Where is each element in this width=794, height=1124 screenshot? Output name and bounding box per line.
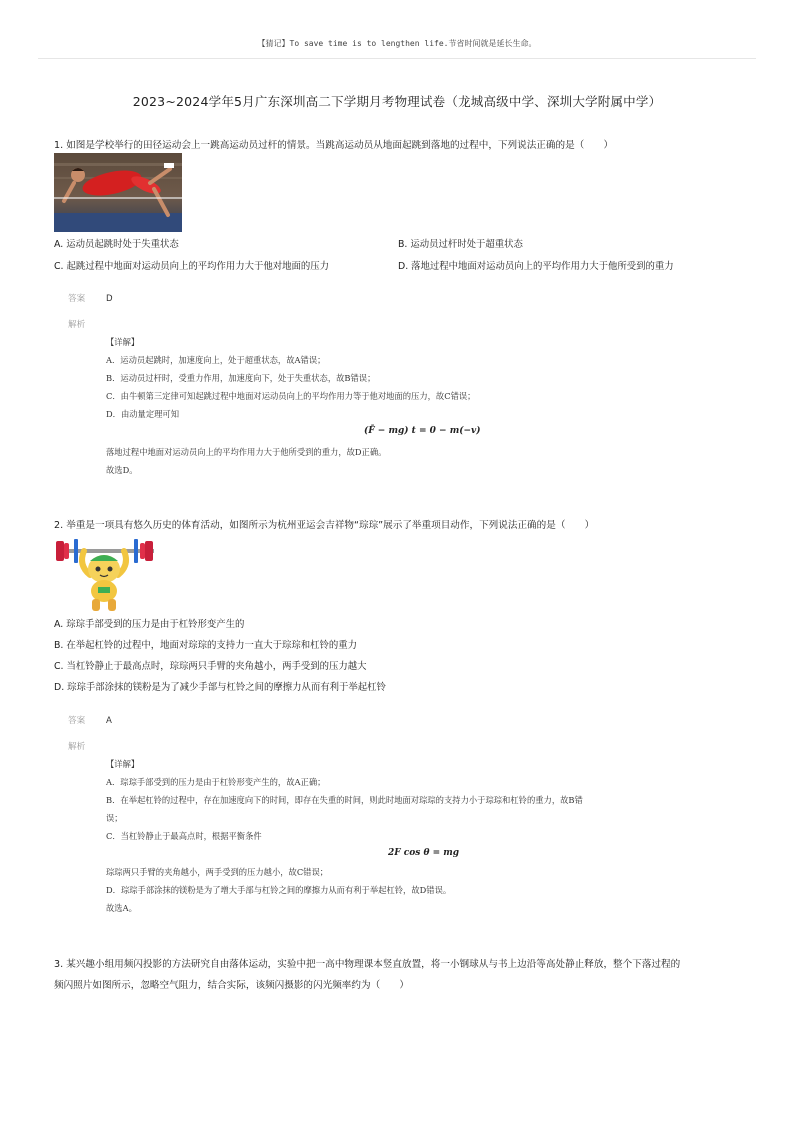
explanation-line: B．在举起杠铃的过程中，存在加速度向下的时间，即存在失重的时间，则此时地面对琮琮的支持力小于琮琮和杠铃的重力，故B错 — [106, 795, 583, 805]
q1-analysis-label: 解析 — [68, 320, 86, 330]
q2-explanation — [106, 758, 706, 918]
q2-option-d[interactable]: D. 琮琮手部涂抹的镁粉是为了减少手部与杠铃之间的摩擦力从而有利于举起杠铃 — [54, 682, 386, 693]
answer-label: 答案 — [68, 716, 86, 726]
page-title: 2023~2024学年5月广东深圳高二下学期月考物理试卷（龙城高级中学、深圳大学附属中学） — [132, 94, 662, 109]
question-2 — [54, 516, 754, 535]
header-note: 【猜记】To save time is to lengthen life.节省时间就是延长生命。 — [257, 39, 537, 48]
explanation-line: C．当杠铃静止于最高点时，根据平衡条件 — [106, 831, 262, 841]
q1-option-c[interactable]: C. 起跳过程中地面对运动员向上的平均作用力大于他对地面的压力 — [54, 261, 330, 272]
explanation-line: 故选D。 — [106, 465, 138, 475]
question-1-text: 1. 如图是学校举行的田径运动会上一跳高运动员过杆的情景。当跳高运动员从地面起跳到落地的过程中，下列说法正确的是（ ） — [54, 140, 614, 151]
answer-label: 答案 — [68, 294, 86, 304]
answer-value: D — [106, 294, 113, 304]
explanation-line: A．琮琮手部受到的压力是由于杠铃形变产生的，故A正确； — [106, 777, 326, 787]
explanation-line: C．由牛顿第三定律可知起跳过程中地面对运动员向上的平均作用力等于他对地面的压力，故C错误； — [106, 391, 476, 401]
q1-answer — [68, 292, 113, 304]
q2-option-c[interactable]: C. 当杠铃静止于最高点时，琮琮两只手臂的夹角越小，两手受到的压力越大 — [54, 661, 367, 672]
question-3-text-line1: 3. 某兴趣小组用频闪投影的方法研究自由落体运动，实验中把一高中物理课本竖直放置，将一小钢球从与书上边沿等高处静止释放，整个下落过程的 — [54, 959, 681, 970]
q2-formula: 2F cos θ = mg — [388, 848, 460, 858]
explanation-line: 落地过程中地面对运动员向上的平均作用力大于他所受到的重力，故D正确。 — [106, 447, 387, 457]
explanation-line: D．琮琮手部涂抹的镁粉是为了增大手部与杠铃之间的摩擦力从而有利于举起杠铃，故D错误。 — [106, 885, 452, 895]
q1-explanation — [106, 336, 706, 481]
explanation-line: A．运动员起跳时，加速度向上，处于超重状态，故A错误； — [106, 355, 326, 365]
explanation-line: 故选A。 — [106, 903, 137, 913]
question-3-text-line2: 频闪照片如图所示，忽略空气阻力，结合实际，该频闪摄影的闪光频率约为（ ） — [54, 980, 409, 991]
q2-option-b[interactable]: B. 在举起杠铃的过程中，地面对琮琮的支持力一直大于琮琮和杠铃的重力 — [54, 640, 358, 651]
q1-option-a[interactable]: A. 运动员起跳时处于失重状态 — [54, 239, 179, 250]
q1-option-b[interactable]: B. 运动员过杆时处于超重状态 — [398, 239, 523, 250]
q2-option-a[interactable]: A. 琮琮手部受到的压力是由于杠铃形变产生的 — [54, 619, 245, 630]
explanation-line: 误； — [106, 813, 123, 823]
high-jump-image — [54, 153, 182, 232]
answer-value: A — [106, 716, 112, 726]
high-jump-photo — [54, 153, 182, 232]
q1-formula: (F̄ − mg) t = 0 − m(−v) — [364, 426, 481, 436]
q2-answer — [68, 714, 112, 726]
explanation-line: 【详解】 — [106, 759, 140, 769]
mascot-weightlifting-image — [54, 537, 158, 613]
explanation-line: D．由动量定理可知 — [106, 409, 180, 419]
explanation-line: B．运动员过杆时，受重力作用，加速度向下，处于失重状态，故B错误； — [106, 373, 376, 383]
mascot-image — [54, 537, 158, 613]
question-2-text: 2. 举重是一项具有悠久历史的体育活动，如图所示为杭州亚运会吉祥物“琮琮”展示了举重项目动作，下列说法正确的是（ ） — [54, 520, 595, 531]
question-3 — [54, 955, 754, 995]
q2-analysis-label: 解析 — [68, 742, 86, 752]
header-divider — [38, 58, 756, 59]
explanation-line: 琮琮两只手臂的夹角越小，两手受到的压力越小，故C错误； — [106, 867, 329, 877]
q1-option-d[interactable]: D. 落地过程中地面对运动员向上的平均作用力大于他所受到的重力 — [398, 261, 674, 272]
explanation-line: 【详解】 — [106, 337, 140, 347]
